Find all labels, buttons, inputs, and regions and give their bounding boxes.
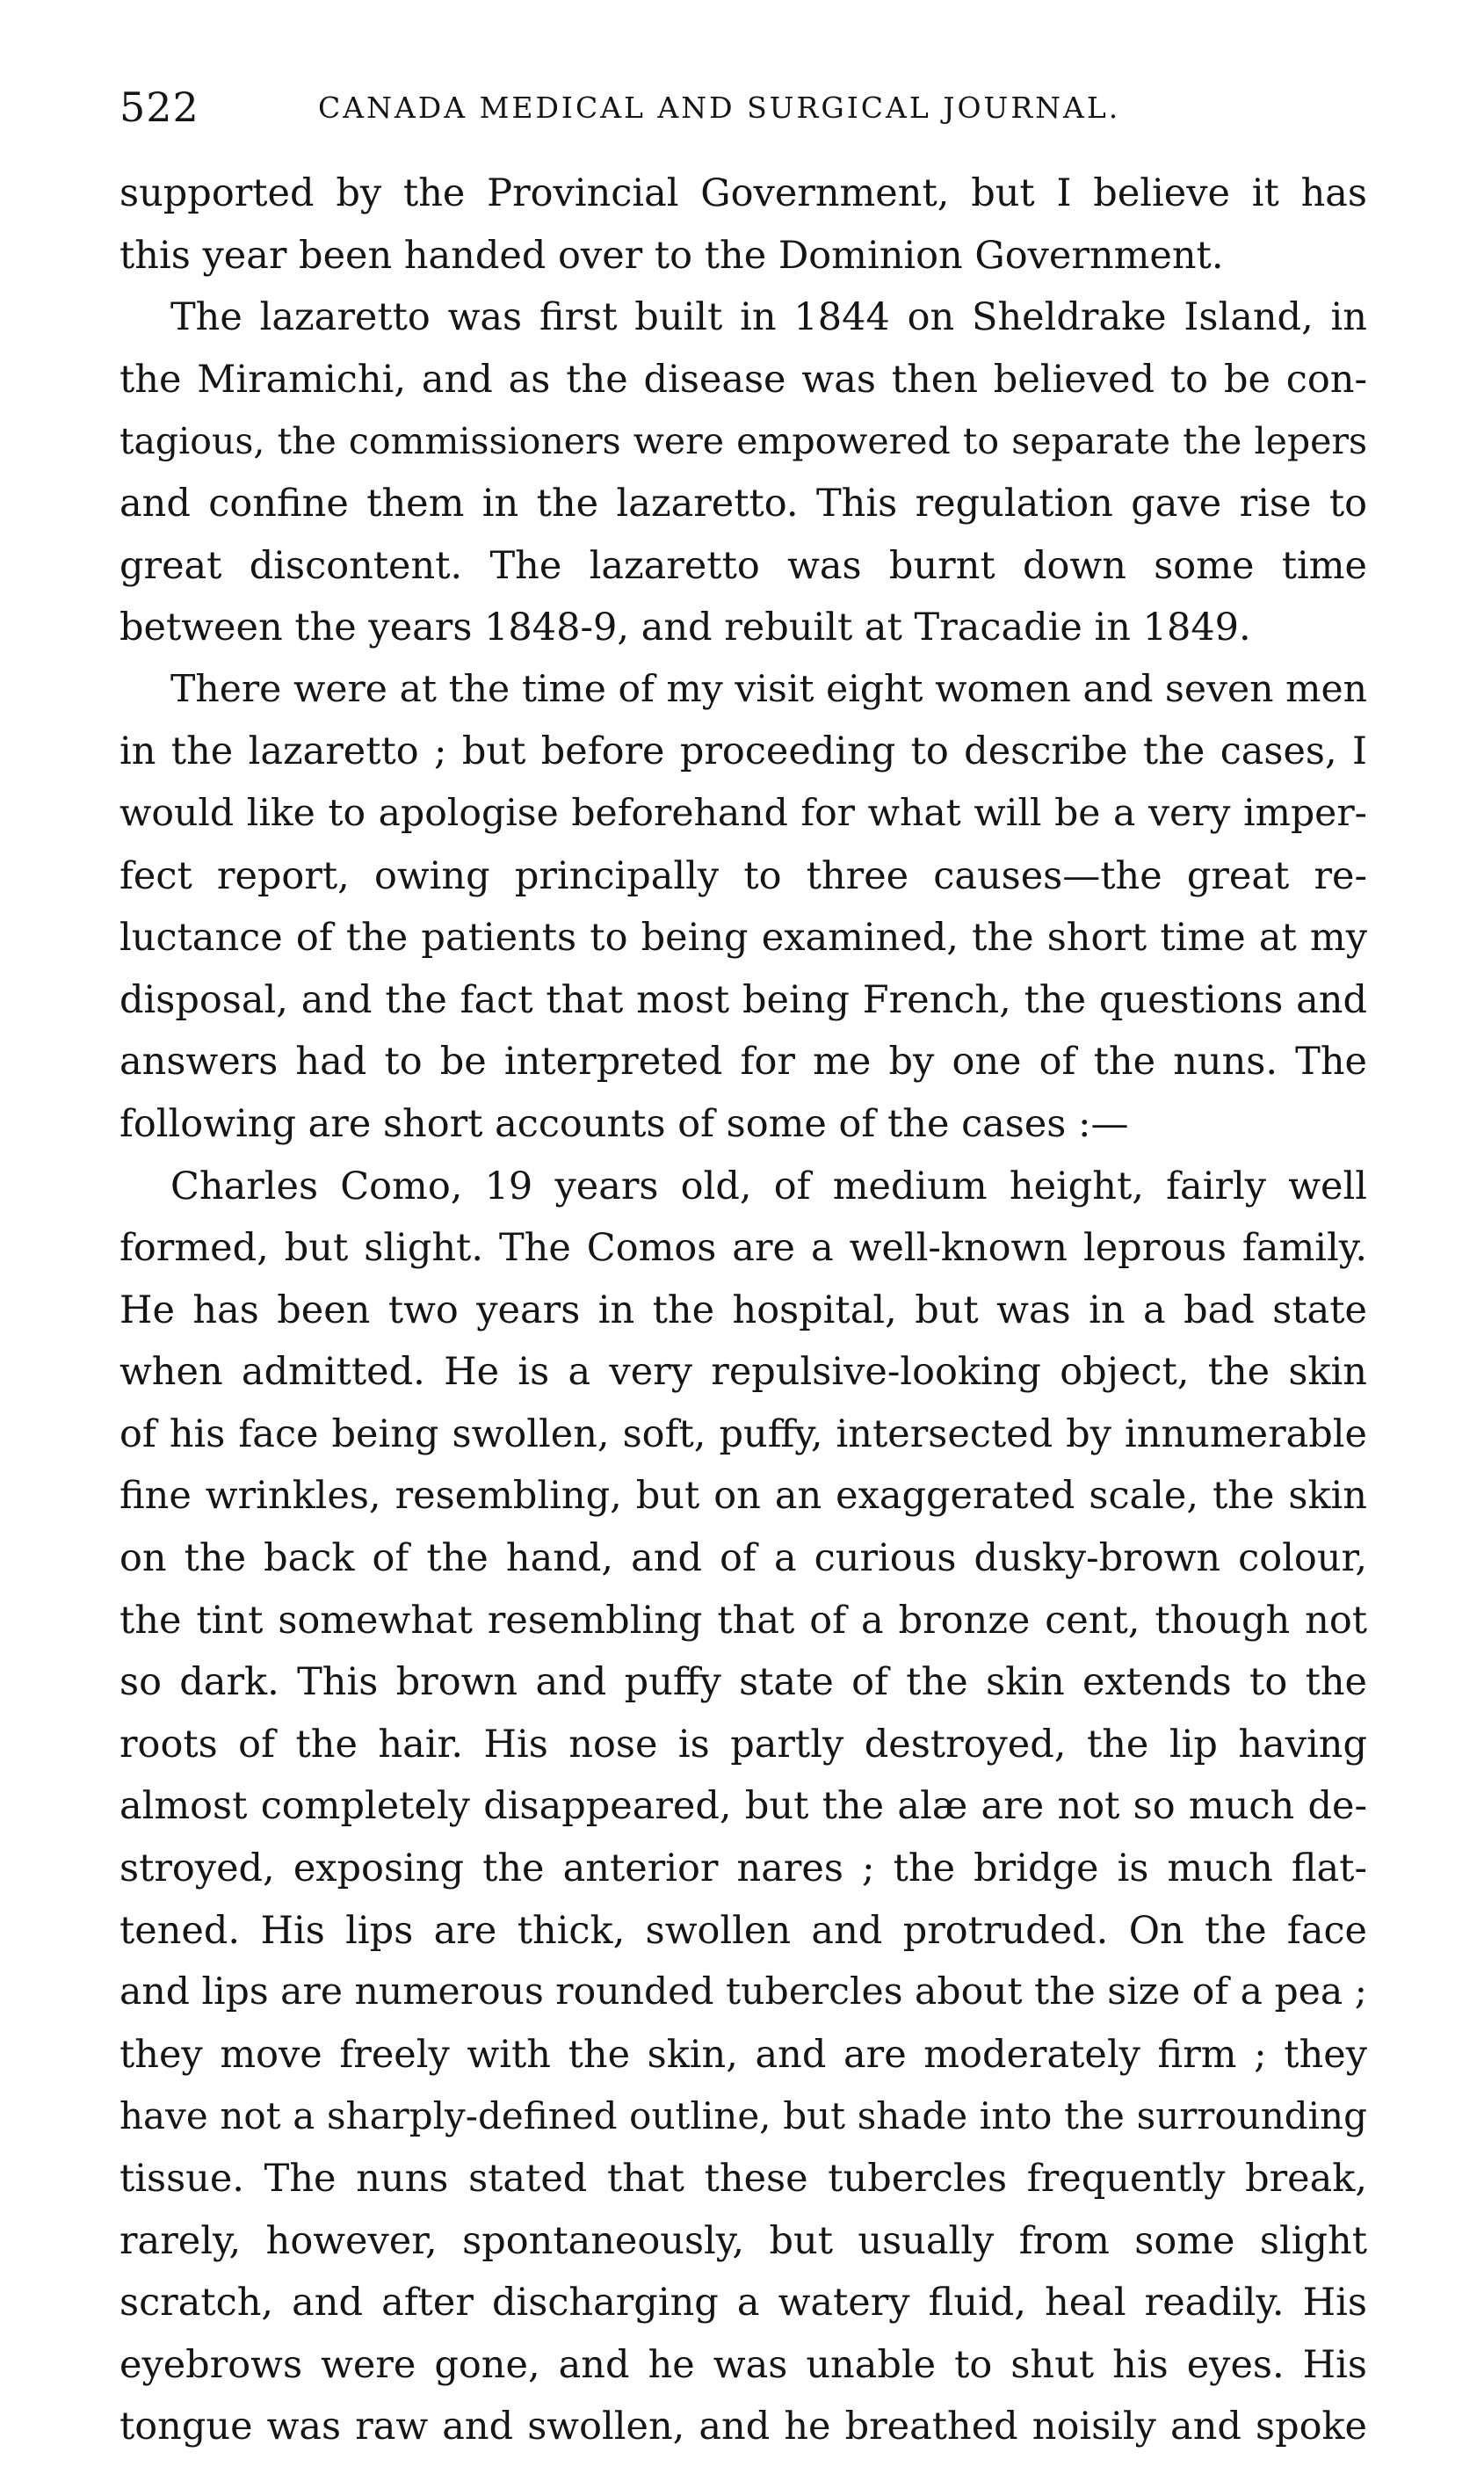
text-line: of his face being swollen, soft, puffy, intersected by innumerable [119, 1411, 1367, 1456]
text-line: tongue was raw and swollen, and he breathed noisily and spoke [119, 2405, 1367, 2449]
paragraph-first-line: Charles Como, 19 years old, of medium height, fairly well [170, 1164, 1367, 1208]
paragraph-first-line: The lazaretto was first built in 1844 on Sheldrake Island, in [170, 295, 1367, 340]
text-line: disposal, and the fact that most being French, the questions and [119, 977, 1367, 1022]
text-line: tagious, the commissioners were empowered to separate the lepers [119, 420, 1367, 463]
text-line: fine wrinkles, resembling, but on an exaggerated scale, the skin [119, 1474, 1367, 1519]
text-line: they move freely with the skin, and are moderately firm ; they [119, 2032, 1367, 2077]
text-line: tened. His lips are thick, swollen and protruded. On the face [119, 1908, 1367, 1953]
text-line: when admitted. He is a very repulsive-looking object, the skin [119, 1350, 1367, 1395]
running-head [119, 81, 1367, 134]
text-line: luctance of the patients to being examined, the short time at my [119, 916, 1367, 961]
text-line: answers had to be interpreted for me by one of the nuns. The [119, 1040, 1367, 1085]
text-line: in the lazaretto ; but before proceeding to describe the cases, I [119, 729, 1367, 774]
text-line: have not a sharply-defined outline, but shade into the surrounding [119, 2094, 1367, 2138]
text-line: roots of the hair. His nose is partly destroyed, the lip having [119, 1722, 1367, 1767]
text-line: so dark. This brown and puffy state of the skin extends to the [119, 1660, 1367, 1705]
page-number: 522 [119, 83, 199, 131]
text-line: eyebrows were gone, and he was unable to shut his eyes. His [119, 2342, 1367, 2387]
text-line: He has been two years in the hospital, but was in a bad state [119, 1288, 1367, 1332]
text-line: would like to apologise beforehand for what will be a very imper- [119, 791, 1367, 835]
text-line: great discontent. The lazaretto was burnt down some time [119, 543, 1367, 588]
text-line: this year been handed over to the Dominion Government. [119, 233, 1224, 278]
text-line: formed, but slight. The Comos are a well-known leprous family. [119, 1226, 1367, 1271]
text-line: and confine them in the lazaretto. This regulation gave rise to [119, 481, 1367, 526]
text-line: on the back of the hand, and of a curious dusky-brown colour, [119, 1536, 1367, 1581]
body-text [119, 163, 1367, 2458]
text-line: the tint somewhat resembling that of a bronze cent, though not [119, 1598, 1367, 1643]
text-line: the Miramichi, and as the disease was then believed to be con- [119, 357, 1367, 402]
text-line: stroyed, exposing the anterior nares ; the bridge is much flat- [119, 1846, 1367, 1891]
text-line: tissue. The nuns stated that these tubercles frequently break, [119, 2157, 1367, 2201]
text-line: supported by the Provincial Government, but I believe it has [119, 171, 1367, 215]
text-line: between the years 1848-9, and rebuilt at Tracadie in 1849. [119, 606, 1251, 650]
paragraph-first-line: There were at the time of my visit eight women and seven men [170, 667, 1367, 711]
text-line: almost completely disappeared, but the alæ are not so much de- [119, 1784, 1367, 1829]
text-line: following are short accounts of some of the cases :— [119, 1101, 1129, 1146]
text-line: rarely, however, spontaneously, but usually from some slight [119, 2218, 1367, 2263]
text-line: scratch, and after discharging a watery fluid, heal readily. His [119, 2281, 1367, 2325]
text-line: fect report, owing principally to three causes—the great re- [119, 853, 1367, 898]
journal-title: CANADA MEDICAL AND SURGICAL JOURNAL. [318, 91, 1121, 125]
text-line: and lips are numerous rounded tubercles about the size of a pea ; [119, 1970, 1367, 2014]
